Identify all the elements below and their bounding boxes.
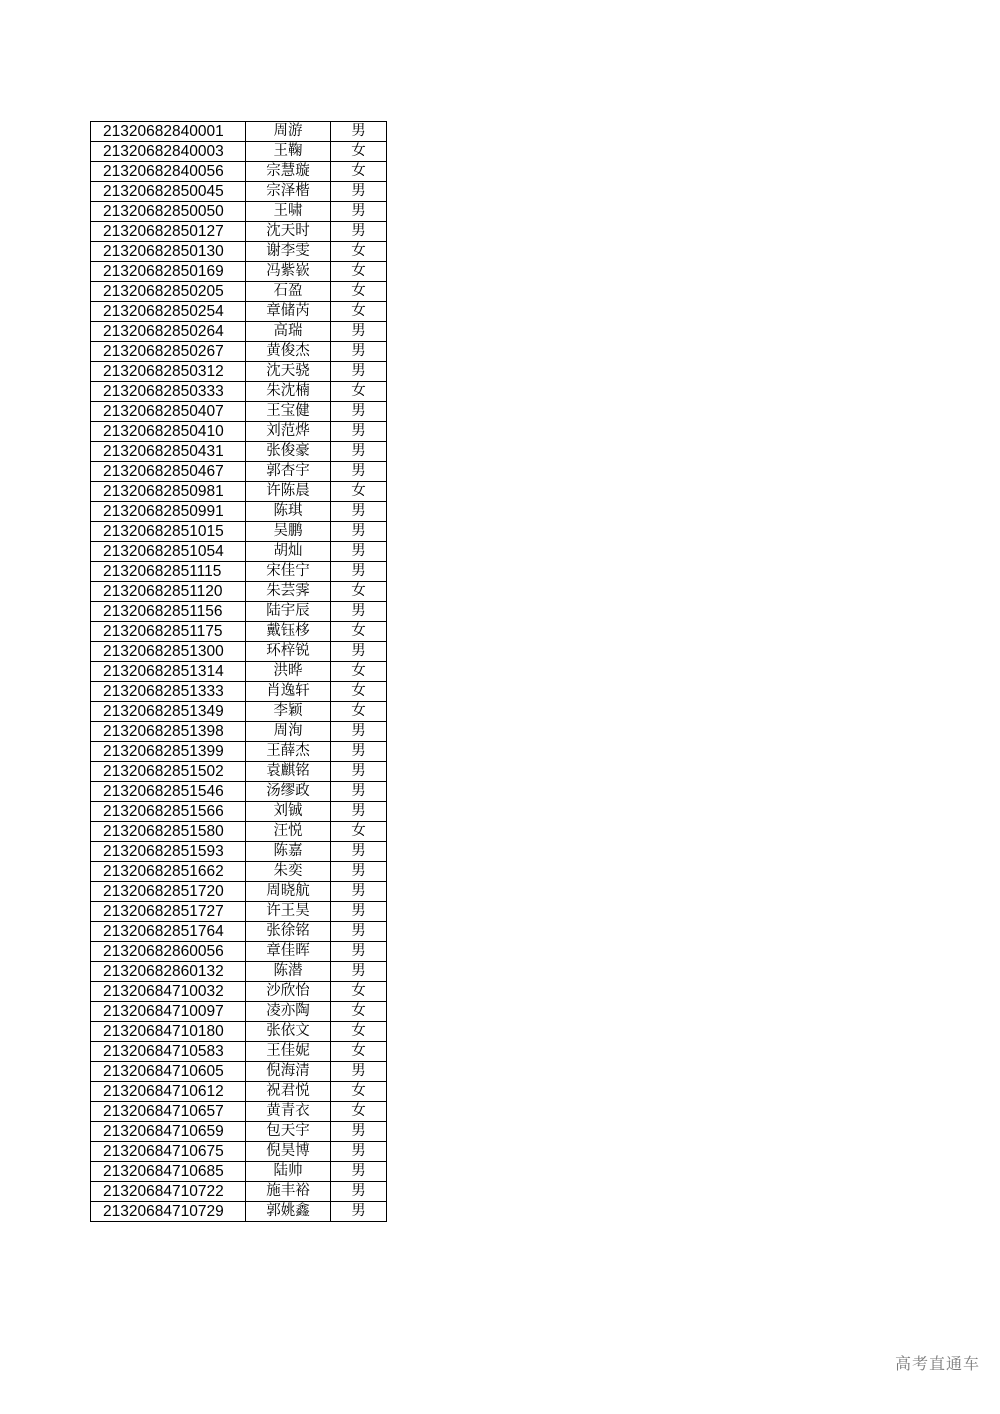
exam-id-cell: 21320682851727 bbox=[91, 902, 246, 922]
gender-cell: 男 bbox=[331, 562, 387, 582]
gender-cell: 男 bbox=[331, 1062, 387, 1082]
exam-id-cell: 21320682851314 bbox=[91, 662, 246, 682]
exam-id-cell: 21320684710583 bbox=[91, 1042, 246, 1062]
gender-cell: 男 bbox=[331, 462, 387, 482]
gender-cell: 女 bbox=[331, 1002, 387, 1022]
student-name-cell: 肖逸轩 bbox=[246, 682, 331, 702]
gender-cell: 男 bbox=[331, 422, 387, 442]
exam-id-cell: 21320682850407 bbox=[91, 402, 246, 422]
exam-id-cell: 21320682850981 bbox=[91, 482, 246, 502]
table-row bbox=[91, 302, 387, 322]
gender-cell: 男 bbox=[331, 182, 387, 202]
table-row bbox=[91, 742, 387, 762]
exam-id-cell: 21320682850267 bbox=[91, 342, 246, 362]
exam-id-cell: 21320682851156 bbox=[91, 602, 246, 622]
table-row bbox=[91, 682, 387, 702]
exam-id-cell: 21320684710675 bbox=[91, 1142, 246, 1162]
exam-id-cell: 21320682851764 bbox=[91, 922, 246, 942]
exam-id-cell: 21320682850254 bbox=[91, 302, 246, 322]
table-row bbox=[91, 462, 387, 482]
exam-id-cell: 21320682851333 bbox=[91, 682, 246, 702]
student-name-cell: 张徐铭 bbox=[246, 922, 331, 942]
exam-id-cell: 21320682850050 bbox=[91, 202, 246, 222]
exam-id-cell: 21320682851398 bbox=[91, 722, 246, 742]
exam-id-cell: 21320682850169 bbox=[91, 262, 246, 282]
student-name-cell: 黄青衣 bbox=[246, 1102, 331, 1122]
gender-cell: 男 bbox=[331, 1202, 387, 1222]
table-row bbox=[91, 1182, 387, 1202]
student-name-cell: 祝君悦 bbox=[246, 1082, 331, 1102]
gender-cell: 男 bbox=[331, 762, 387, 782]
table-row bbox=[91, 1002, 387, 1022]
table-row bbox=[91, 1102, 387, 1122]
student-name-cell: 章储芮 bbox=[246, 302, 331, 322]
table-row bbox=[91, 442, 387, 462]
table-row bbox=[91, 222, 387, 242]
gender-cell: 男 bbox=[331, 1182, 387, 1202]
gender-cell: 男 bbox=[331, 502, 387, 522]
table-row bbox=[91, 122, 387, 142]
exam-id-cell: 21320682850333 bbox=[91, 382, 246, 402]
gender-cell: 男 bbox=[331, 202, 387, 222]
exam-id-cell: 21320682851566 bbox=[91, 802, 246, 822]
table-row bbox=[91, 1142, 387, 1162]
student-name-cell: 陆宇辰 bbox=[246, 602, 331, 622]
gender-cell: 女 bbox=[331, 702, 387, 722]
student-name-cell: 周晓航 bbox=[246, 882, 331, 902]
gender-cell: 女 bbox=[331, 1042, 387, 1062]
table-row bbox=[91, 782, 387, 802]
student-name-cell: 冯紫嵚 bbox=[246, 262, 331, 282]
exam-id-cell: 21320682851662 bbox=[91, 862, 246, 882]
gender-cell: 男 bbox=[331, 222, 387, 242]
table-row bbox=[91, 1122, 387, 1142]
table-row bbox=[91, 482, 387, 502]
table-row bbox=[91, 142, 387, 162]
exam-id-cell: 21320682840001 bbox=[91, 122, 246, 142]
gender-cell: 女 bbox=[331, 482, 387, 502]
exam-id-cell: 21320682851115 bbox=[91, 562, 246, 582]
table-row bbox=[91, 842, 387, 862]
student-name-cell: 戴钰栘 bbox=[246, 622, 331, 642]
table-row bbox=[91, 602, 387, 622]
gender-cell: 女 bbox=[331, 242, 387, 262]
table-row bbox=[91, 922, 387, 942]
table-row bbox=[91, 382, 387, 402]
table-row bbox=[91, 642, 387, 662]
student-name-cell: 李颖 bbox=[246, 702, 331, 722]
student-name-cell: 王薛杰 bbox=[246, 742, 331, 762]
exam-id-cell: 21320684710180 bbox=[91, 1022, 246, 1042]
gender-cell: 男 bbox=[331, 962, 387, 982]
student-name-cell: 洪晔 bbox=[246, 662, 331, 682]
exam-id-cell: 21320682850205 bbox=[91, 282, 246, 302]
gender-cell: 男 bbox=[331, 602, 387, 622]
student-name-cell: 环梓锐 bbox=[246, 642, 331, 662]
student-name-cell: 包天宇 bbox=[246, 1122, 331, 1142]
student-name-cell: 吴鹏 bbox=[246, 522, 331, 542]
table-row bbox=[91, 182, 387, 202]
exam-id-cell: 21320682860056 bbox=[91, 942, 246, 962]
gender-cell: 男 bbox=[331, 322, 387, 342]
table-row bbox=[91, 562, 387, 582]
student-name-cell: 陆帅 bbox=[246, 1162, 331, 1182]
gender-cell: 男 bbox=[331, 882, 387, 902]
gender-cell: 男 bbox=[331, 1142, 387, 1162]
table-row bbox=[91, 622, 387, 642]
table-row bbox=[91, 522, 387, 542]
student-roster-table bbox=[90, 121, 387, 1222]
exam-id-cell: 21320684710657 bbox=[91, 1102, 246, 1122]
exam-id-cell: 21320682850410 bbox=[91, 422, 246, 442]
gender-cell: 男 bbox=[331, 122, 387, 142]
table-row bbox=[91, 422, 387, 442]
table-row bbox=[91, 702, 387, 722]
table-row bbox=[91, 162, 387, 182]
exam-id-cell: 21320682851546 bbox=[91, 782, 246, 802]
student-name-cell: 袁麒铭 bbox=[246, 762, 331, 782]
table-row bbox=[91, 1202, 387, 1222]
student-name-cell: 王鞠 bbox=[246, 142, 331, 162]
exam-id-cell: 21320682850045 bbox=[91, 182, 246, 202]
table-row bbox=[91, 342, 387, 362]
table-row bbox=[91, 1162, 387, 1182]
gender-cell: 女 bbox=[331, 822, 387, 842]
exam-id-cell: 21320682851120 bbox=[91, 582, 246, 602]
table-row bbox=[91, 402, 387, 422]
exam-id-cell: 21320684710612 bbox=[91, 1082, 246, 1102]
gender-cell: 男 bbox=[331, 342, 387, 362]
table-row bbox=[91, 762, 387, 782]
table-row bbox=[91, 662, 387, 682]
student-name-cell: 沙欣怡 bbox=[246, 982, 331, 1002]
student-name-cell: 倪昊博 bbox=[246, 1142, 331, 1162]
table-row bbox=[91, 722, 387, 742]
student-name-cell: 章佳晖 bbox=[246, 942, 331, 962]
exam-id-cell: 21320682840056 bbox=[91, 162, 246, 182]
gender-cell: 男 bbox=[331, 862, 387, 882]
exam-id-cell: 21320682851175 bbox=[91, 622, 246, 642]
student-name-cell: 王佳妮 bbox=[246, 1042, 331, 1062]
exam-id-cell: 21320682851593 bbox=[91, 842, 246, 862]
gender-cell: 女 bbox=[331, 382, 387, 402]
gender-cell: 男 bbox=[331, 742, 387, 762]
exam-id-cell: 21320684710722 bbox=[91, 1182, 246, 1202]
student-name-cell: 朱沈楠 bbox=[246, 382, 331, 402]
exam-id-cell: 21320682850431 bbox=[91, 442, 246, 462]
gender-cell: 男 bbox=[331, 922, 387, 942]
table-row bbox=[91, 262, 387, 282]
student-name-cell: 许陈晨 bbox=[246, 482, 331, 502]
exam-id-cell: 21320684710685 bbox=[91, 1162, 246, 1182]
gender-cell: 男 bbox=[331, 1122, 387, 1142]
table-row bbox=[91, 862, 387, 882]
student-name-cell: 石盈 bbox=[246, 282, 331, 302]
student-name-cell: 许王昊 bbox=[246, 902, 331, 922]
gender-cell: 男 bbox=[331, 802, 387, 822]
student-name-cell: 张俊豪 bbox=[246, 442, 331, 462]
table-row bbox=[91, 322, 387, 342]
exam-id-cell: 21320684710097 bbox=[91, 1002, 246, 1022]
student-name-cell: 周游 bbox=[246, 122, 331, 142]
gender-cell: 女 bbox=[331, 582, 387, 602]
student-name-cell: 郭杏宇 bbox=[246, 462, 331, 482]
roster-body bbox=[91, 122, 387, 1222]
exam-id-cell: 21320682860132 bbox=[91, 962, 246, 982]
exam-id-cell: 21320682851502 bbox=[91, 762, 246, 782]
exam-id-cell: 21320682850264 bbox=[91, 322, 246, 342]
gender-cell: 男 bbox=[331, 782, 387, 802]
student-name-cell: 沈天骁 bbox=[246, 362, 331, 382]
table-row bbox=[91, 1062, 387, 1082]
student-name-cell: 陈潜 bbox=[246, 962, 331, 982]
gender-cell: 女 bbox=[331, 1082, 387, 1102]
student-name-cell: 王宝健 bbox=[246, 402, 331, 422]
gender-cell: 女 bbox=[331, 622, 387, 642]
table-row bbox=[91, 822, 387, 842]
gender-cell: 女 bbox=[331, 682, 387, 702]
gender-cell: 男 bbox=[331, 542, 387, 562]
table-row bbox=[91, 802, 387, 822]
table-row bbox=[91, 942, 387, 962]
gender-cell: 女 bbox=[331, 162, 387, 182]
exam-id-cell: 21320682850467 bbox=[91, 462, 246, 482]
exam-id-cell: 21320682850130 bbox=[91, 242, 246, 262]
student-name-cell: 宋佳宁 bbox=[246, 562, 331, 582]
exam-id-cell: 21320682850127 bbox=[91, 222, 246, 242]
exam-id-cell: 21320682851054 bbox=[91, 542, 246, 562]
gender-cell: 女 bbox=[331, 142, 387, 162]
table-row bbox=[91, 362, 387, 382]
student-name-cell: 陈琪 bbox=[246, 502, 331, 522]
gender-cell: 男 bbox=[331, 842, 387, 862]
exam-id-cell: 21320682851015 bbox=[91, 522, 246, 542]
table-row bbox=[91, 962, 387, 982]
student-name-cell: 郭姚鑫 bbox=[246, 1202, 331, 1222]
gender-cell: 男 bbox=[331, 522, 387, 542]
table-row bbox=[91, 1082, 387, 1102]
student-name-cell: 谢李雯 bbox=[246, 242, 331, 262]
student-name-cell: 朱奕 bbox=[246, 862, 331, 882]
gender-cell: 男 bbox=[331, 722, 387, 742]
table-row bbox=[91, 1022, 387, 1042]
gender-cell: 男 bbox=[331, 642, 387, 662]
gender-cell: 男 bbox=[331, 902, 387, 922]
gender-cell: 男 bbox=[331, 942, 387, 962]
table-row bbox=[91, 282, 387, 302]
gender-cell: 男 bbox=[331, 1162, 387, 1182]
exam-id-cell: 21320682851349 bbox=[91, 702, 246, 722]
exam-id-cell: 21320682850991 bbox=[91, 502, 246, 522]
student-name-cell: 汪悦 bbox=[246, 822, 331, 842]
student-name-cell: 高瑞 bbox=[246, 322, 331, 342]
student-name-cell: 刘范烨 bbox=[246, 422, 331, 442]
gender-cell: 男 bbox=[331, 402, 387, 422]
student-name-cell: 胡灿 bbox=[246, 542, 331, 562]
student-name-cell: 汤缪政 bbox=[246, 782, 331, 802]
student-name-cell: 张依文 bbox=[246, 1022, 331, 1042]
table-row bbox=[91, 582, 387, 602]
table-row bbox=[91, 542, 387, 562]
watermark-text: 高考直通车 bbox=[894, 1354, 980, 1373]
gender-cell: 女 bbox=[331, 282, 387, 302]
table-row bbox=[91, 982, 387, 1002]
student-name-cell: 王啸 bbox=[246, 202, 331, 222]
gender-cell: 女 bbox=[331, 982, 387, 1002]
table-row bbox=[91, 502, 387, 522]
gender-cell: 女 bbox=[331, 302, 387, 322]
student-name-cell: 黄俊杰 bbox=[246, 342, 331, 362]
gender-cell: 女 bbox=[331, 662, 387, 682]
table-row bbox=[91, 242, 387, 262]
student-name-cell: 陈嘉 bbox=[246, 842, 331, 862]
gender-cell: 男 bbox=[331, 442, 387, 462]
student-name-cell: 凌亦陶 bbox=[246, 1002, 331, 1022]
student-name-cell: 宗泽楷 bbox=[246, 182, 331, 202]
exam-id-cell: 21320682850312 bbox=[91, 362, 246, 382]
gender-cell: 女 bbox=[331, 1102, 387, 1122]
exam-id-cell: 21320684710032 bbox=[91, 982, 246, 1002]
student-name-cell: 宗慧璇 bbox=[246, 162, 331, 182]
student-name-cell: 周洵 bbox=[246, 722, 331, 742]
table-row bbox=[91, 202, 387, 222]
table-row bbox=[91, 902, 387, 922]
student-name-cell: 朱芸霁 bbox=[246, 582, 331, 602]
exam-id-cell: 21320684710729 bbox=[91, 1202, 246, 1222]
student-name-cell: 刘铖 bbox=[246, 802, 331, 822]
gender-cell: 女 bbox=[331, 262, 387, 282]
student-name-cell: 施丰裕 bbox=[246, 1182, 331, 1202]
exam-id-cell: 21320684710659 bbox=[91, 1122, 246, 1142]
exam-id-cell: 21320682851580 bbox=[91, 822, 246, 842]
exam-id-cell: 21320682851720 bbox=[91, 882, 246, 902]
exam-id-cell: 21320682851399 bbox=[91, 742, 246, 762]
table-row bbox=[91, 1042, 387, 1062]
gender-cell: 女 bbox=[331, 1022, 387, 1042]
table-row bbox=[91, 882, 387, 902]
exam-id-cell: 21320684710605 bbox=[91, 1062, 246, 1082]
gender-cell: 男 bbox=[331, 362, 387, 382]
student-name-cell: 倪海清 bbox=[246, 1062, 331, 1082]
student-name-cell: 沈天时 bbox=[246, 222, 331, 242]
exam-id-cell: 21320682840003 bbox=[91, 142, 246, 162]
exam-id-cell: 21320682851300 bbox=[91, 642, 246, 662]
